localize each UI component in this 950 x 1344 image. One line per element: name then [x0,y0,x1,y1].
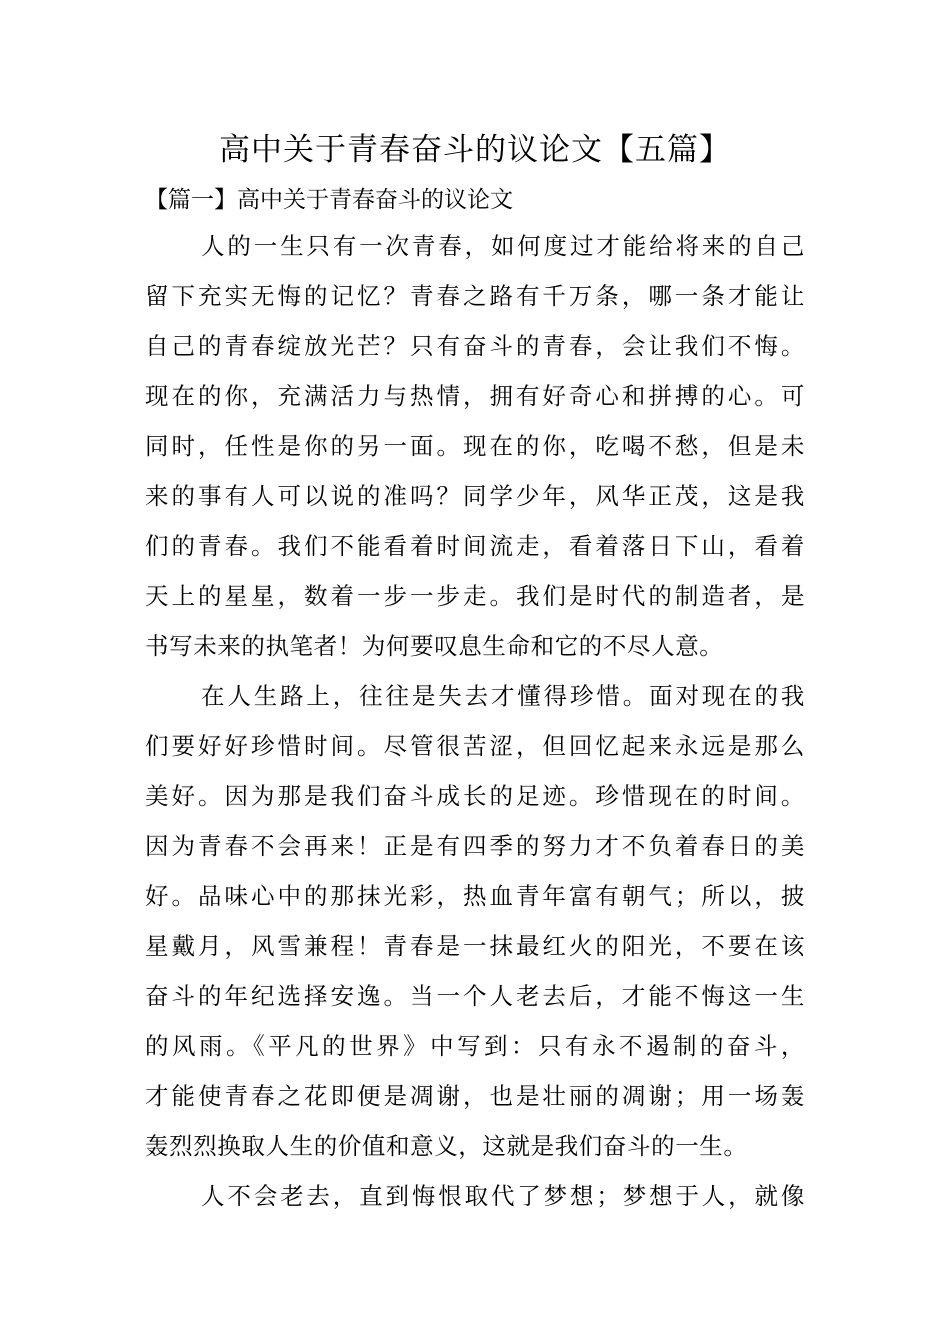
text-line: 们要好好珍惜时间。尽管很苦涩，但回忆起来永远是那么 [145,732,805,760]
text-line: 好。品味心中的那抹光彩，热血青年富有朝气；所以，披 [145,882,805,910]
text-line: 天上的星星，数着一步一步走。我们是时代的制造者，是 [145,582,805,610]
section-heading: 【篇一】高中关于青春奋斗的议论文 [145,187,513,213]
text-line: 现在的你，充满活力与热情，拥有好奇心和拼搏的心。可 [145,382,805,410]
text-line: 留下充实无悔的记忆？青春之路有千万条，哪一条才能让 [145,282,805,310]
text-line: 因为青春不会再来！正是有四季的努力才不负着春日的美 [145,832,805,860]
text-line: 书写未来的执笔者！为何要叹息生命和它的不尽人意。 [145,632,724,660]
text-line: 同时，任性是你的另一面。现在的你，吃喝不愁，但是未 [145,432,805,460]
text-line: 奋斗的年纪选择安逸。当一个人老去后，才能不悔这一生 [145,982,805,1010]
text-line: 星戴月，风雪兼程！青春是一抹最红火的阳光，不要在该 [145,932,805,960]
text-line: 们的青春。我们不能看着时间流走，看着落日下山，看着 [145,532,805,560]
document-title: 高中关于青春奋斗的议论文【五篇】 [219,132,731,168]
text-line: 自己的青春绽放光芒？只有奋斗的青春，会让我们不悔。 [145,332,805,360]
text-line: 来的事有人可以说的准吗？同学少年，风华正茂，这是我 [145,482,805,510]
text-line: 才能使青春之花即便是凋谢，也是壮丽的凋谢；用一场轰 [145,1082,805,1110]
text-line: 人不会老去，直到悔恨取代了梦想；梦想于人，就像 [201,1182,805,1210]
text-line: 美好。因为那是我们奋斗成长的足迹。珍惜现在的时间。 [145,782,805,810]
text-line: 轰烈烈换取人生的价值和意义，这就是我们奋斗的一生。 [145,1132,748,1160]
text-line: 的风雨。《平凡的世界》中写到：只有永不遏制的奋斗， [145,1032,805,1060]
text-line: 人的一生只有一次青春，如何度过才能给将来的自己 [201,232,805,260]
text-line: 在人生路上，往往是失去才懂得珍惜。面对现在的我 [201,682,805,710]
